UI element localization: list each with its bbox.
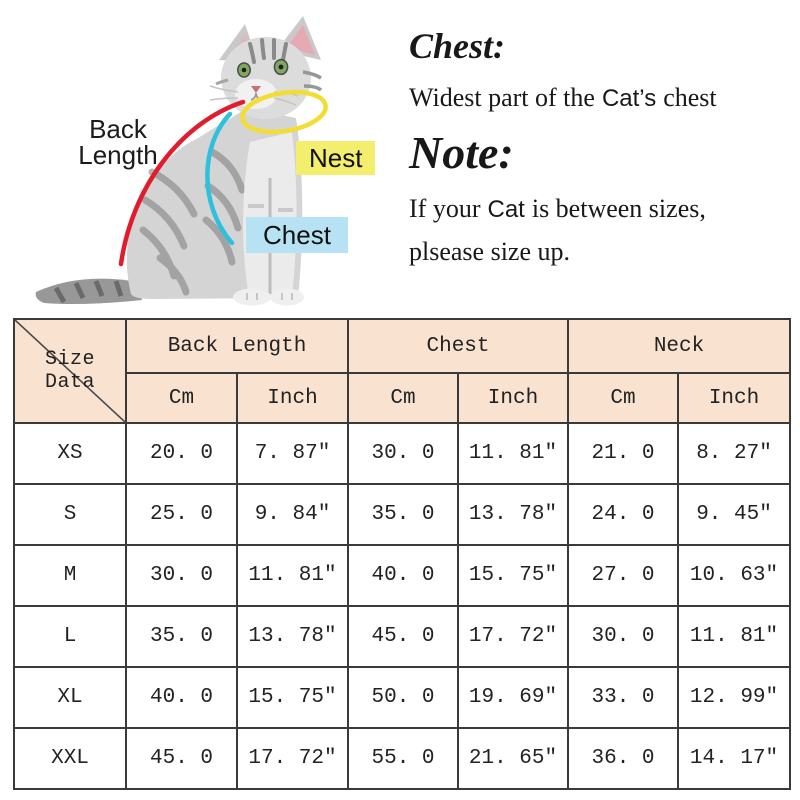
- note-heading: Note:: [409, 126, 514, 178]
- column-group-neck: Neck: [568, 319, 790, 373]
- nest-label: Nest: [296, 141, 375, 175]
- value-cell: 19. 69″: [458, 667, 568, 728]
- table-row-m: [14, 545, 790, 606]
- value-cell: 13. 78″: [458, 484, 568, 545]
- back-length-label-line2: Length: [78, 140, 158, 170]
- size-cell: L: [14, 606, 126, 667]
- value-cell: 30. 0: [126, 545, 237, 606]
- value-cell: 21. 65″: [458, 728, 568, 789]
- value-cell: 15. 75″: [237, 667, 348, 728]
- chest-description-animal: Cat’s: [601, 84, 657, 112]
- value-cell: 11. 81″: [458, 423, 568, 484]
- table-row-xl: [14, 667, 790, 728]
- value-cell: 35. 0: [126, 606, 237, 667]
- size-cell: S: [14, 484, 126, 545]
- measurement-notes: [409, 28, 795, 267]
- value-cell: 14. 17″: [678, 728, 790, 789]
- note-line1-before: If your: [409, 193, 481, 223]
- back-length-label-line1: Back: [89, 114, 147, 144]
- value-cell: 55. 0: [348, 728, 458, 789]
- table-row-xs: [14, 423, 790, 484]
- unit-header: Cm: [348, 373, 458, 423]
- unit-header: Cm: [126, 373, 237, 423]
- unit-header: Inch: [237, 373, 348, 423]
- column-group-back-length: Back Length: [126, 319, 348, 373]
- chest-description: [409, 83, 795, 113]
- size-cell: M: [14, 545, 126, 606]
- table-row-s: [14, 484, 790, 545]
- note-line1-after: is between sizes,: [531, 193, 706, 223]
- value-cell: 21. 0: [568, 423, 678, 484]
- value-cell: 33. 0: [568, 667, 678, 728]
- table-row-l: [14, 606, 790, 667]
- size-table: [13, 318, 791, 790]
- value-cell: 8. 27″: [678, 423, 790, 484]
- column-group-chest: Chest: [348, 319, 568, 373]
- value-cell: 13. 78″: [237, 606, 348, 667]
- value-cell: 11. 81″: [678, 606, 790, 667]
- size-cell: XXL: [14, 728, 126, 789]
- chest-description-after: chest: [663, 82, 717, 112]
- value-cell: 11. 81″: [237, 545, 348, 606]
- size-cell: XS: [14, 423, 126, 484]
- value-cell: 15. 75″: [458, 545, 568, 606]
- value-cell: 40. 0: [348, 545, 458, 606]
- table-header-group-row: [14, 319, 790, 373]
- chest-label: Chest: [246, 217, 348, 253]
- value-cell: 17. 72″: [237, 728, 348, 789]
- unit-header: Inch: [678, 373, 790, 423]
- value-cell: 27. 0: [568, 545, 678, 606]
- value-cell: 9. 84″: [237, 484, 348, 545]
- note-line1: [409, 194, 795, 224]
- size-data-corner-cell: [14, 319, 126, 423]
- value-cell: 20. 0: [126, 423, 237, 484]
- value-cell: 24. 0: [568, 484, 678, 545]
- value-cell: 10. 63″: [678, 545, 790, 606]
- size-cell: XL: [14, 667, 126, 728]
- value-cell: 36. 0: [568, 728, 678, 789]
- chest-description-before: Widest part of the: [409, 82, 595, 112]
- value-cell: 30. 0: [348, 423, 458, 484]
- cat-tail: [36, 279, 142, 304]
- table-row-xxl: [14, 728, 790, 789]
- value-cell: 9. 45″: [678, 484, 790, 545]
- cat-measurement-diagram: [0, 0, 400, 312]
- note-line2: plsease size up.: [409, 236, 571, 266]
- value-cell: 17. 72″: [458, 606, 568, 667]
- value-cell: 12. 99″: [678, 667, 790, 728]
- value-cell: 35. 0: [348, 484, 458, 545]
- note-line1-animal: Cat: [487, 195, 525, 223]
- cat-head: [210, 16, 321, 119]
- table-unit-row: [14, 373, 790, 423]
- corner-label: Size Data: [44, 348, 95, 394]
- chest-heading: Chest:: [409, 26, 506, 66]
- value-cell: 25. 0: [126, 484, 237, 545]
- back-length-label: [42, 116, 194, 168]
- value-cell: 50. 0: [348, 667, 458, 728]
- value-cell: 40. 0: [126, 667, 237, 728]
- unit-header: Cm: [568, 373, 678, 423]
- value-cell: 30. 0: [568, 606, 678, 667]
- value-cell: 45. 0: [126, 728, 237, 789]
- value-cell: 7. 87″: [237, 423, 348, 484]
- value-cell: 45. 0: [348, 606, 458, 667]
- unit-header: Inch: [458, 373, 568, 423]
